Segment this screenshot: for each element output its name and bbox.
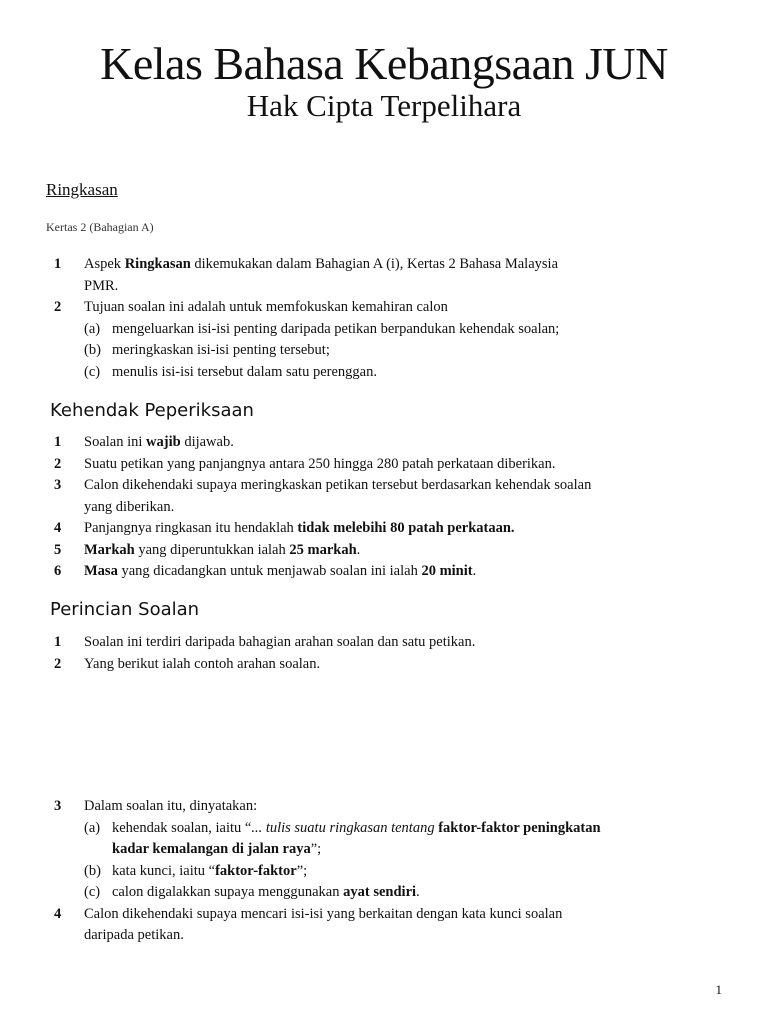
sub-item: (b) kata kunci, iaitu “faktor-faktor”;: [84, 862, 308, 879]
sub-item: (a) mengeluarkan isi-isi penting daripada petikan berpandukan kehendak soalan;: [84, 320, 560, 337]
perincian-list-top: [54, 632, 726, 675]
page-title: Kelas Bahasa Kebangsaan JUN: [100, 38, 668, 89]
page-number: 1: [715, 982, 722, 997]
list-item: 2 Yang berikut ialah contoh arahan soalan.: [54, 655, 321, 672]
item-continuation: PMR.: [84, 277, 119, 294]
list-item: 3 Calon dikehendaki supaya meringkaskan petikan tersebut berdasarkan kehendak soalan: [54, 477, 592, 493]
list-item: 4 Calon dikehendaki supaya mencari isi-isi yang berkaitan dengan kata kunci soalan: [54, 905, 563, 922]
list-item: 2 Suatu petikan yang panjangnya antara 250 hingga 280 patah perkataan diberikan.: [54, 455, 556, 472]
list-item: 5 Markah yang diperuntukkan ialah 25 markah.: [54, 541, 361, 558]
sub-item-continuation: kadar kemalangan di jalan raya”;: [112, 841, 322, 857]
list-item: 3 Dalam soalan itu, dinyatakan:: [54, 798, 258, 814]
item-number: 1: [54, 256, 62, 272]
kehendak-heading: Kehendak Peperiksaan: [50, 400, 254, 421]
item-text: Tujuan soalan ini adalah untuk memfokuskan kemahiran calon: [84, 299, 448, 315]
sub-item: (a) kehendak soalan, iaitu “... tulis suatu ringkasan tentang faktor-faktor peningkatan: [84, 819, 601, 836]
list-item: [54, 297, 726, 319]
item-continuation: daripada petikan.: [84, 927, 184, 943]
item-continuation: yang diberikan.: [84, 498, 175, 515]
kertas-label: Kertas 2 (Bahagian A): [46, 220, 154, 234]
list-item: 6 Masa yang dicadangkan untuk menjawab soalan ini ialah 20 minit.: [54, 563, 477, 579]
ringkasan-list: [54, 254, 726, 383]
sub-item: (c) menulis isi-isi tersebut dalam satu perenggan.: [84, 363, 377, 380]
list-item: 4 Panjangnya ringkasan itu hendaklah tidak melebihi 80 patah perkataan.: [54, 520, 515, 536]
page-subtitle: Hak Cipta Terpelihara: [246, 88, 522, 123]
ringkasan-heading: Ringkasan: [46, 180, 118, 199]
item-number: 2: [54, 299, 62, 315]
list-item: 1 Soalan ini terdiri daripada bahagian arahan soalan dan satu petikan.: [54, 634, 476, 650]
perincian-heading: Perincian Soalan: [50, 599, 200, 620]
perincian-list-bottom: [54, 796, 726, 947]
item-text: Aspek Ringkasan dikemukakan dalam Bahagian A (i), Kertas 2 Bahasa Malaysia: [84, 256, 559, 272]
list-item: [54, 254, 726, 276]
sub-item: (b) meringkaskan isi-isi penting tersebut;: [84, 342, 330, 358]
list-item: 1 Soalan ini wajib dijawab.: [54, 434, 234, 450]
sub-item: (c) calon digalakkan supaya menggunakan ayat sendiri.: [84, 884, 420, 900]
kehendak-list: [54, 432, 726, 583]
